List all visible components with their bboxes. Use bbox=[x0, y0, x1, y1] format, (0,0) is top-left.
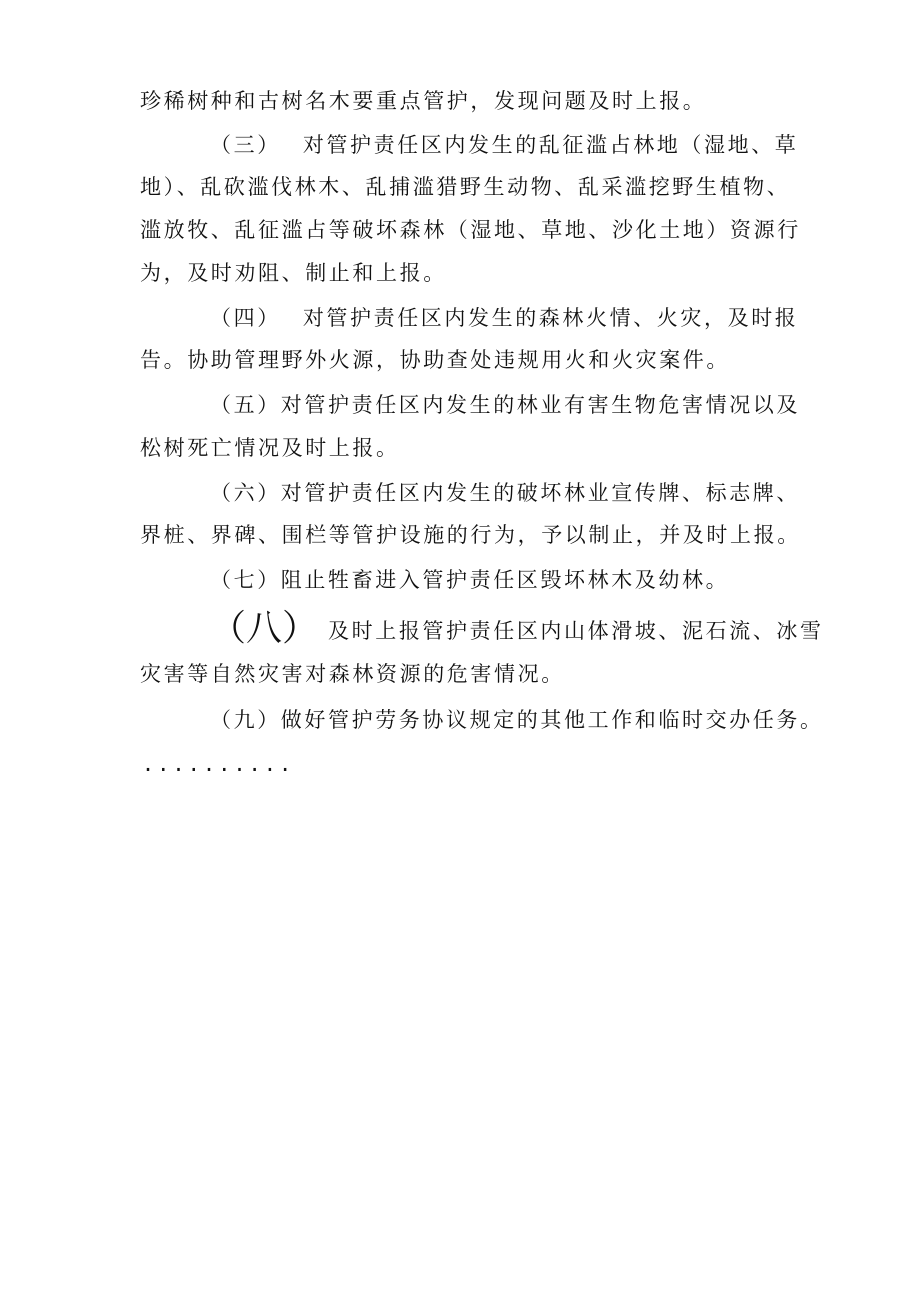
item-5-line-2 bbox=[140, 433, 400, 463]
item-4-line-1 bbox=[210, 303, 798, 333]
item-6-line-2 bbox=[140, 520, 801, 550]
text-line: （七）阻止牲畜进入管护责任区毁坏林木及幼林。 bbox=[210, 568, 730, 592]
item-5-line-1 bbox=[210, 390, 800, 420]
item-8-line-2 bbox=[140, 659, 565, 689]
text-line: 对管护责任区内发生的森林火情、火灾，及时报 bbox=[302, 306, 799, 330]
item-3-line-1 bbox=[210, 130, 798, 160]
text-line: 灾害等自然灾害对森林资源的危害情况。 bbox=[140, 662, 565, 686]
item-marker: （四） bbox=[210, 306, 281, 330]
text-line: （九）做好管护劳务协议规定的其他工作和临时交办任务。 bbox=[210, 708, 824, 732]
text-line: 地）、乱砍滥伐林木、乱捕滥猎野生动物、乱采滥挖野生植物、 bbox=[140, 175, 791, 199]
text-line: （五）对管护责任区内发生的林业有害生物危害情况以及 bbox=[210, 393, 800, 417]
item-4-line-2 bbox=[140, 345, 730, 375]
text-line: 对管护责任区内发生的乱征滥占林地（湿地、草 bbox=[302, 133, 799, 157]
item-marker-large: （八） bbox=[210, 608, 319, 649]
text-line: 为，及时劝阻、制止和上报。 bbox=[140, 261, 447, 285]
item-7-line-1 bbox=[210, 565, 729, 595]
text-line: （六）对管护责任区内发生的破坏林业宣传牌、标志牌、 bbox=[210, 481, 800, 505]
text-line: 珍稀树种和古树名木要重点管护，发现问题及时上报。 bbox=[140, 89, 707, 113]
item-8-line-1 bbox=[210, 608, 824, 649]
item-3-line-2 bbox=[140, 172, 790, 202]
item-3-line-4 bbox=[140, 258, 447, 288]
item-9-line-1 bbox=[210, 705, 824, 735]
item-6-line-1 bbox=[210, 478, 800, 508]
text-line: 滥放牧、乱征滥占等破坏森林（湿地、草地、沙化土地）资源行 bbox=[140, 218, 801, 242]
text-line: 松树死亡情况及时上报。 bbox=[140, 436, 400, 460]
paragraph-2-line-last bbox=[140, 86, 706, 116]
text-line: 告。协助管理野外火源，协助查处违规用火和火灾案件。 bbox=[140, 348, 730, 372]
ellipsis-dots: .......... bbox=[142, 752, 295, 776]
item-marker: （三） bbox=[210, 133, 281, 157]
text-line: 及时上报管护责任区内山体滑坡、泥石流、冰雪 bbox=[328, 619, 824, 643]
item-3-line-3 bbox=[140, 215, 801, 245]
text-line: 界桩、界碑、围栏等管护设施的行为，予以制止，并及时上报。 bbox=[140, 523, 801, 547]
